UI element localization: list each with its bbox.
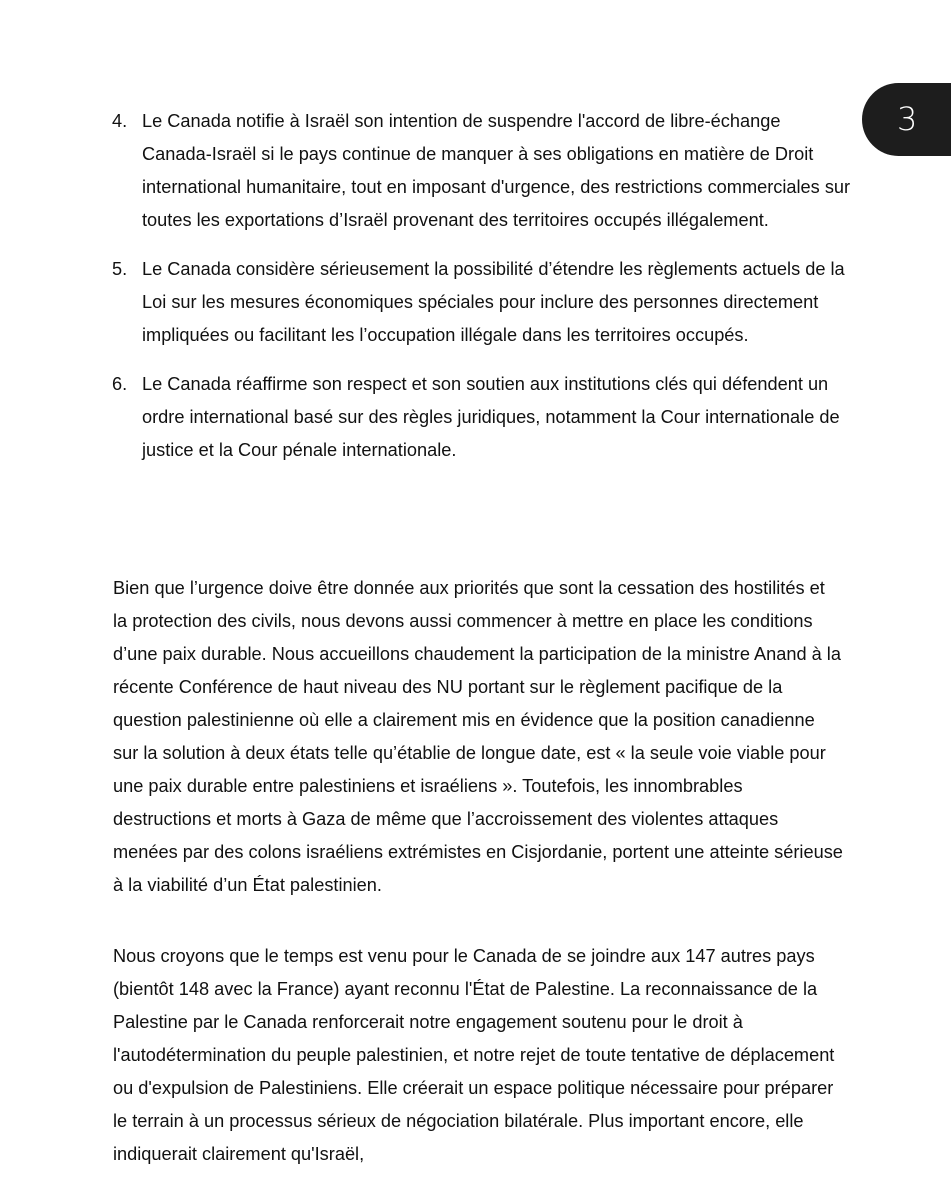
body-paragraph: Bien que l’urgence doive être donnée aux priorités que sont la cessation des hostilités et la protection des civils, nous devons aussi commencer à mettre en place les conditions d’une paix durable. Nous accueillons chaudement la participation de la ministre Anand à la récente Conférence de haut niveau des NU portant sur le règlement pacifique de la question palestinienne où elle a clairement mis en évidence que la position canadienne sur la solution à deux états telle qu’établie de longue date, est « la seule voie viable pour une paix durable entre palestiniens et israéliens ». Toutefois, les innombrables destructions et morts à Gaza de même que l’accroissement des violentes attaques menées par des colons israéliens extrémistes en Cisjordanie, portent une atteinte sérieuse à la viabilité d’un État palestinien. xyxy=(113,578,843,895)
list-item-number: 5. xyxy=(112,259,128,279)
list-item-number: 6. xyxy=(112,374,128,394)
list-item xyxy=(112,253,852,352)
list-item-text: Le Canada considère sérieusement la possibilité d’étendre les règlements actuels de la Loi sur les mesures économiques spéciales pour inclure des personnes directement impliquées ou facilitant les l’occupation illégale dans les territoires occupés. xyxy=(142,259,845,345)
list-item-number: 4. xyxy=(112,111,128,131)
numbered-list xyxy=(112,105,852,483)
list-item-text: Le Canada réaffirme son respect et son soutien aux institutions clés qui défendent un ordre international basé sur des règles juridiques, notamment la Cour internationale de justice et la Cour pénale internationale. xyxy=(142,374,840,460)
page-number: 3 xyxy=(897,100,918,138)
body-paragraph: Nous croyons que le temps est venu pour le Canada de se joindre aux 147 autres pays (bientôt 148 avec la France) ayant reconnu l'État de Palestine. La reconnaissance de la Palestine par le Canada renforcerait notre engagement soutenu pour le droit à l'autodétermination du peuple palestinien, et notre rejet de toute tentative de déplacement ou d'expulsion de Palestiniens. Elle créerait un espace politique nécessaire pour préparer le terrain à un processus sérieux de négociation bilatérale. Plus important encore, elle indiquerait clairement qu'Israël, xyxy=(113,946,835,1164)
list-item-text: Le Canada notifie à Israël son intention de suspendre l'accord de libre-échange Canada-Israël si le pays continue de manquer à ses obligations en matière de Droit international humanitaire, tout en imposant d'urgence, des restrictions commerciales sur toutes les exportations d’Israël provenant des territoires occupés illégalement. xyxy=(142,111,851,230)
list-item xyxy=(112,368,852,467)
list-item xyxy=(112,105,852,237)
page-number-tab xyxy=(862,83,951,156)
